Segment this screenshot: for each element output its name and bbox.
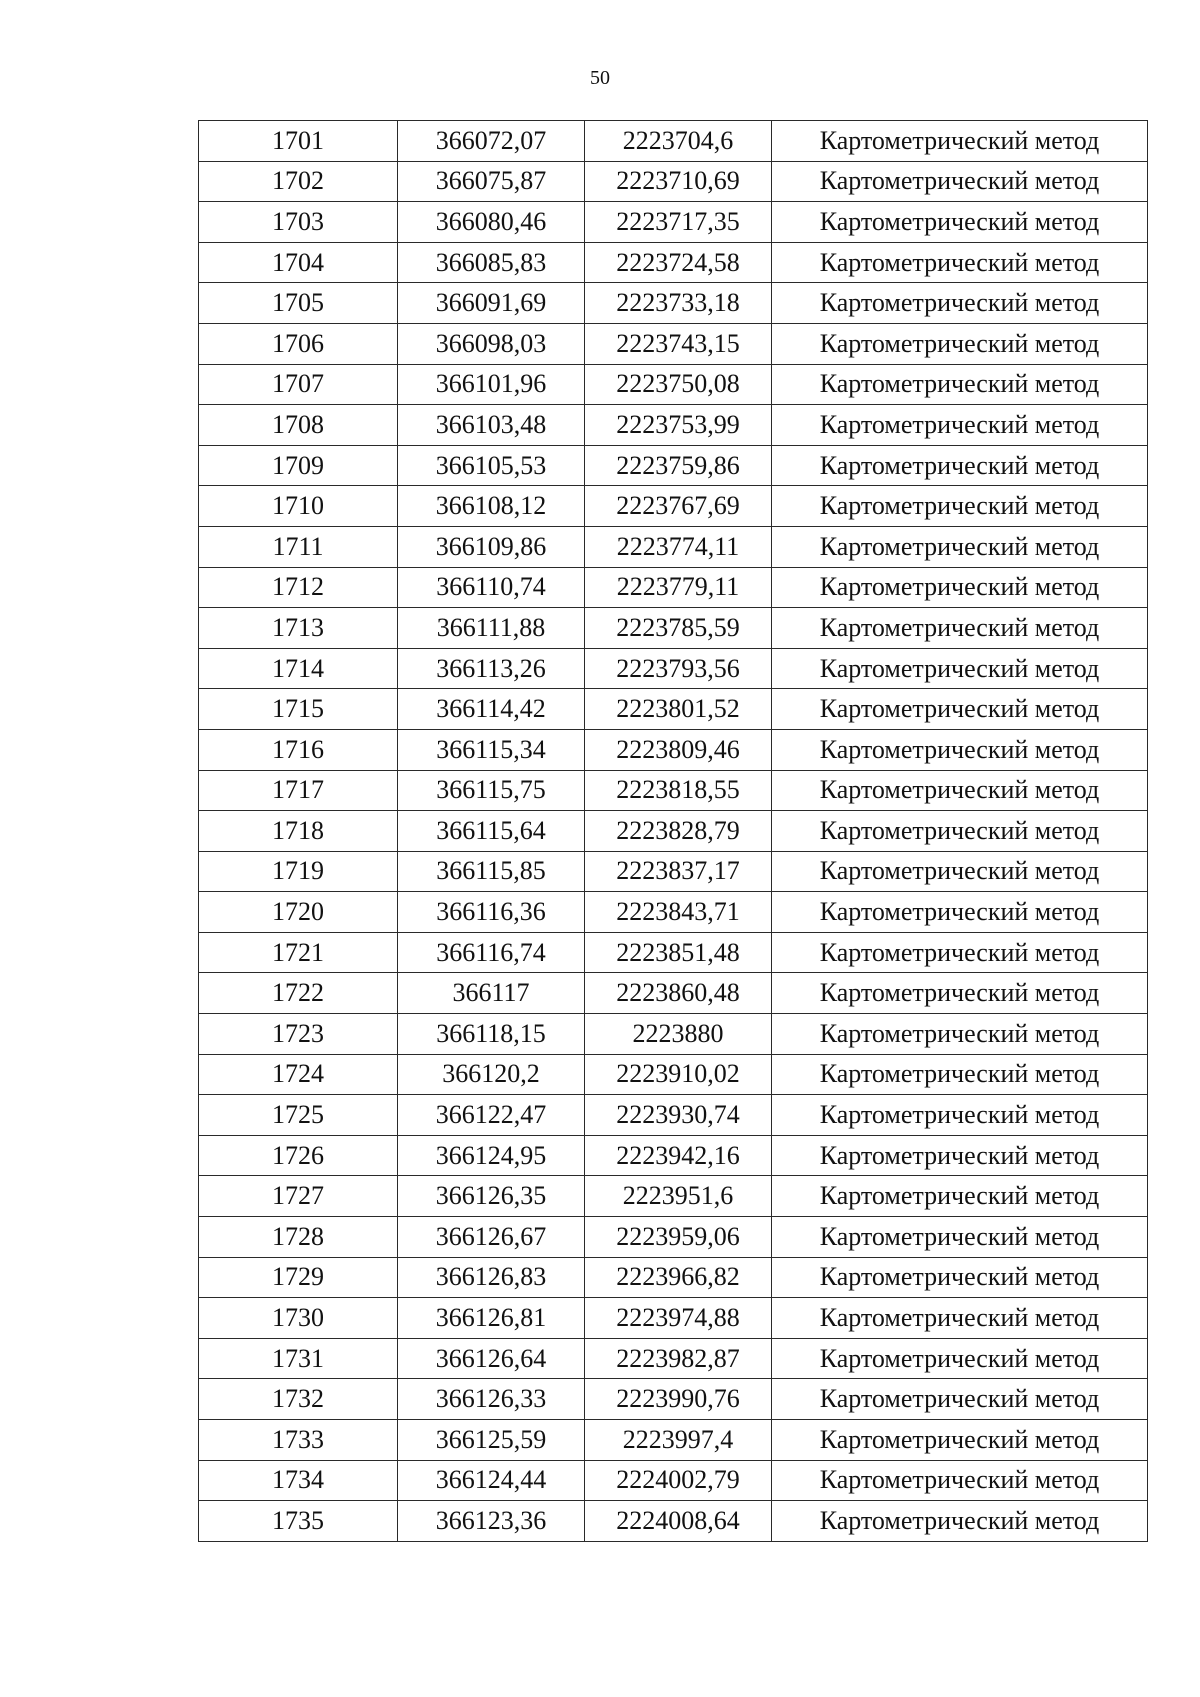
y-coordinate-cell: 2223951,6 [585,1176,772,1217]
x-coordinate-cell: 366124,44 [398,1460,585,1501]
table-row [199,323,1148,364]
y-coordinate-cell: 2223774,11 [585,526,772,567]
y-coordinate-cell: 2223793,56 [585,648,772,689]
table-row [199,1501,1148,1542]
table-row [199,567,1148,608]
point-number-cell: 1735 [199,1501,398,1542]
x-coordinate-cell: 366126,64 [398,1338,585,1379]
method-cell: Картометрический метод [772,1176,1148,1217]
table-row [199,405,1148,446]
table-row [199,648,1148,689]
x-coordinate-cell: 366117 [398,973,585,1014]
point-number-cell: 1703 [199,202,398,243]
point-number-cell: 1708 [199,405,398,446]
method-cell: Картометрический метод [772,932,1148,973]
method-cell: Картометрический метод [772,486,1148,527]
method-cell: Картометрический метод [772,892,1148,933]
coordinates-table [198,120,1148,1542]
y-coordinate-cell: 2223750,08 [585,364,772,405]
x-coordinate-cell: 366126,81 [398,1298,585,1339]
method-cell: Картометрический метод [772,1501,1148,1542]
coordinates-table-body [199,121,1148,1542]
y-coordinate-cell: 2223997,4 [585,1420,772,1461]
point-number-cell: 1718 [199,811,398,852]
y-coordinate-cell: 2223710,69 [585,161,772,202]
x-coordinate-cell: 366115,64 [398,811,585,852]
table-row [199,729,1148,770]
y-coordinate-cell: 2223851,48 [585,932,772,973]
method-cell: Картометрический метод [772,526,1148,567]
x-coordinate-cell: 366113,26 [398,648,585,689]
point-number-cell: 1728 [199,1217,398,1258]
method-cell: Картометрический метод [772,729,1148,770]
table-row [199,1176,1148,1217]
point-number-cell: 1712 [199,567,398,608]
page-number: 50 [590,67,610,89]
method-cell: Картометрический метод [772,405,1148,446]
y-coordinate-cell: 2223785,59 [585,608,772,649]
method-cell: Картометрический метод [772,242,1148,283]
point-number-cell: 1709 [199,445,398,486]
x-coordinate-cell: 366108,12 [398,486,585,527]
y-coordinate-cell: 2223704,6 [585,121,772,162]
point-number-cell: 1705 [199,283,398,324]
point-number-cell: 1731 [199,1338,398,1379]
y-coordinate-cell: 2223974,88 [585,1298,772,1339]
y-coordinate-cell: 2223733,18 [585,283,772,324]
table-row [199,242,1148,283]
table-row [199,1460,1148,1501]
y-coordinate-cell: 2223910,02 [585,1054,772,1095]
y-coordinate-cell: 2224008,64 [585,1501,772,1542]
method-cell: Картометрический метод [772,973,1148,1014]
x-coordinate-cell: 366080,46 [398,202,585,243]
point-number-cell: 1722 [199,973,398,1014]
x-coordinate-cell: 366126,33 [398,1379,585,1420]
method-cell: Картометрический метод [772,1095,1148,1136]
x-coordinate-cell: 366111,88 [398,608,585,649]
table-row [199,161,1148,202]
table-row [199,1095,1148,1136]
method-cell: Картометрический метод [772,1257,1148,1298]
table-row [199,1135,1148,1176]
x-coordinate-cell: 366105,53 [398,445,585,486]
y-coordinate-cell: 2223801,52 [585,689,772,730]
x-coordinate-cell: 366091,69 [398,283,585,324]
y-coordinate-cell: 2223818,55 [585,770,772,811]
point-number-cell: 1713 [199,608,398,649]
y-coordinate-cell: 2223966,82 [585,1257,772,1298]
y-coordinate-cell: 2223779,11 [585,567,772,608]
x-coordinate-cell: 366115,75 [398,770,585,811]
table-row [199,608,1148,649]
table-row [199,851,1148,892]
y-coordinate-cell: 2223880 [585,1014,772,1055]
method-cell: Картометрический метод [772,1379,1148,1420]
y-coordinate-cell: 2223990,76 [585,1379,772,1420]
point-number-cell: 1714 [199,648,398,689]
table-row [199,1379,1148,1420]
y-coordinate-cell: 2223767,69 [585,486,772,527]
y-coordinate-cell: 2223837,17 [585,851,772,892]
point-number-cell: 1724 [199,1054,398,1095]
y-coordinate-cell: 2223930,74 [585,1095,772,1136]
y-coordinate-cell: 2223743,15 [585,323,772,364]
method-cell: Картометрический метод [772,567,1148,608]
table-row [199,445,1148,486]
y-coordinate-cell: 2223959,06 [585,1217,772,1258]
table-row [199,1257,1148,1298]
point-number-cell: 1733 [199,1420,398,1461]
point-number-cell: 1717 [199,770,398,811]
y-coordinate-cell: 2223860,48 [585,973,772,1014]
x-coordinate-cell: 366110,74 [398,567,585,608]
method-cell: Картометрический метод [772,283,1148,324]
table-row [199,364,1148,405]
point-number-cell: 1729 [199,1257,398,1298]
table-row [199,486,1148,527]
x-coordinate-cell: 366118,15 [398,1014,585,1055]
table-row [199,932,1148,973]
table-row [199,811,1148,852]
method-cell: Картометрический метод [772,364,1148,405]
point-number-cell: 1716 [199,729,398,770]
x-coordinate-cell: 366116,36 [398,892,585,933]
method-cell: Картометрический метод [772,161,1148,202]
table-row [199,770,1148,811]
table-row [199,1054,1148,1095]
y-coordinate-cell: 2223843,71 [585,892,772,933]
table-row [199,1338,1148,1379]
x-coordinate-cell: 366120,2 [398,1054,585,1095]
table-row [199,1420,1148,1461]
x-coordinate-cell: 366123,36 [398,1501,585,1542]
table-row [199,973,1148,1014]
table-row [199,526,1148,567]
method-cell: Картометрический метод [772,1298,1148,1339]
point-number-cell: 1727 [199,1176,398,1217]
x-coordinate-cell: 366126,35 [398,1176,585,1217]
x-coordinate-cell: 366116,74 [398,932,585,973]
table-row [199,1217,1148,1258]
point-number-cell: 1730 [199,1298,398,1339]
table-row [199,1014,1148,1055]
method-cell: Картометрический метод [772,811,1148,852]
y-coordinate-cell: 2224002,79 [585,1460,772,1501]
method-cell: Картометрический метод [772,689,1148,730]
x-coordinate-cell: 366103,48 [398,405,585,446]
point-number-cell: 1732 [199,1379,398,1420]
method-cell: Картометрический метод [772,1135,1148,1176]
y-coordinate-cell: 2223753,99 [585,405,772,446]
x-coordinate-cell: 366072,07 [398,121,585,162]
x-coordinate-cell: 366122,47 [398,1095,585,1136]
method-cell: Картометрический метод [772,608,1148,649]
method-cell: Картометрический метод [772,770,1148,811]
method-cell: Картометрический метод [772,851,1148,892]
point-number-cell: 1715 [199,689,398,730]
point-number-cell: 1726 [199,1135,398,1176]
table-row [199,121,1148,162]
y-coordinate-cell: 2223828,79 [585,811,772,852]
y-coordinate-cell: 2223724,58 [585,242,772,283]
x-coordinate-cell: 366098,03 [398,323,585,364]
point-number-cell: 1704 [199,242,398,283]
method-cell: Картометрический метод [772,1014,1148,1055]
x-coordinate-cell: 366101,96 [398,364,585,405]
table-row [199,202,1148,243]
point-number-cell: 1710 [199,486,398,527]
x-coordinate-cell: 366114,42 [398,689,585,730]
table-row [199,689,1148,730]
y-coordinate-cell: 2223982,87 [585,1338,772,1379]
method-cell: Картометрический метод [772,1420,1148,1461]
x-coordinate-cell: 366075,87 [398,161,585,202]
method-cell: Картометрический метод [772,445,1148,486]
x-coordinate-cell: 366115,85 [398,851,585,892]
point-number-cell: 1702 [199,161,398,202]
point-number-cell: 1701 [199,121,398,162]
x-coordinate-cell: 366125,59 [398,1420,585,1461]
y-coordinate-cell: 2223942,16 [585,1135,772,1176]
method-cell: Картометрический метод [772,202,1148,243]
point-number-cell: 1734 [199,1460,398,1501]
method-cell: Картометрический метод [772,1460,1148,1501]
method-cell: Картометрический метод [772,648,1148,689]
y-coordinate-cell: 2223717,35 [585,202,772,243]
y-coordinate-cell: 2223809,46 [585,729,772,770]
table-row [199,892,1148,933]
x-coordinate-cell: 366085,83 [398,242,585,283]
method-cell: Картометрический метод [772,323,1148,364]
point-number-cell: 1720 [199,892,398,933]
point-number-cell: 1719 [199,851,398,892]
method-cell: Картометрический метод [772,121,1148,162]
method-cell: Картометрический метод [772,1217,1148,1258]
point-number-cell: 1723 [199,1014,398,1055]
y-coordinate-cell: 2223759,86 [585,445,772,486]
point-number-cell: 1725 [199,1095,398,1136]
point-number-cell: 1711 [199,526,398,567]
x-coordinate-cell: 366124,95 [398,1135,585,1176]
method-cell: Картометрический метод [772,1054,1148,1095]
x-coordinate-cell: 366115,34 [398,729,585,770]
table-row [199,1298,1148,1339]
method-cell: Картометрический метод [772,1338,1148,1379]
x-coordinate-cell: 366109,86 [398,526,585,567]
x-coordinate-cell: 366126,83 [398,1257,585,1298]
point-number-cell: 1707 [199,364,398,405]
point-number-cell: 1706 [199,323,398,364]
table-row [199,283,1148,324]
point-number-cell: 1721 [199,932,398,973]
x-coordinate-cell: 366126,67 [398,1217,585,1258]
